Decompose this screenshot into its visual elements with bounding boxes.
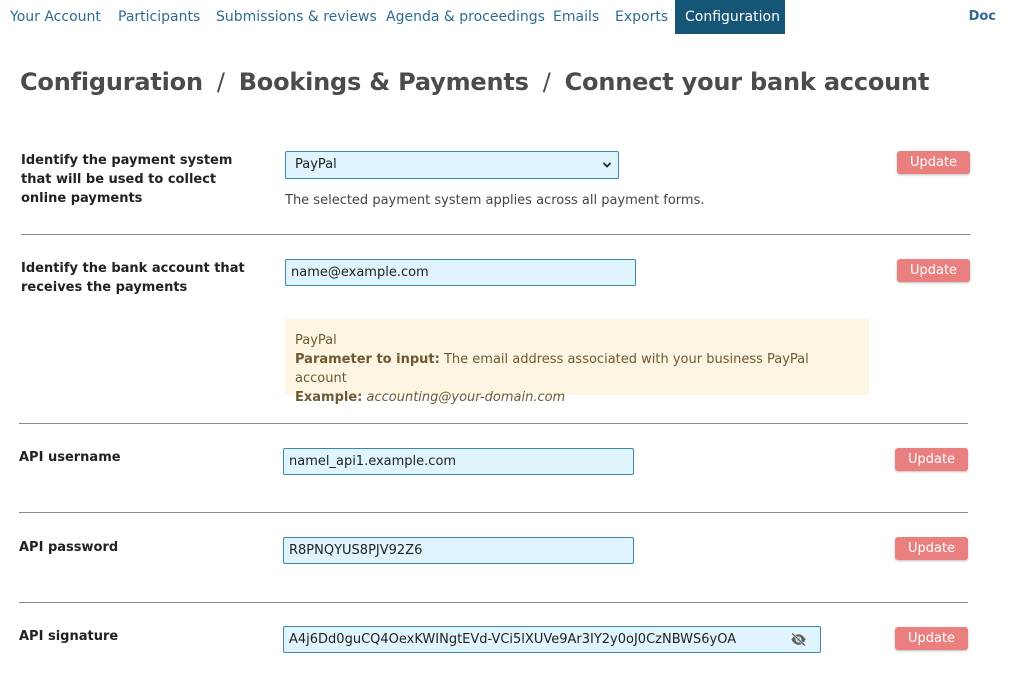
info-example-label: Example: xyxy=(295,390,363,405)
eye-slash-icon[interactable] xyxy=(790,632,807,647)
divider xyxy=(19,423,968,424)
payment-system-label: Identify the payment system that will be used to collect online payments xyxy=(21,153,233,206)
nav-item-configuration[interactable]: Configuration xyxy=(675,0,785,34)
info-parameter-label: Parameter to input: xyxy=(295,352,440,367)
info-parameter xyxy=(295,350,859,388)
api-signature-value: A4j6Dd0guCQ4OexKWINgtEVd-VCi5lXUVe9Ar3IY2y0oJ0CzNBWS6yOA xyxy=(289,632,737,647)
top-navigation xyxy=(0,0,1010,34)
nav-item-emails[interactable]: Emails xyxy=(553,9,600,25)
update-bank-account-button[interactable]: Update xyxy=(897,259,970,282)
divider xyxy=(19,602,968,603)
breadcrumb-separator: / xyxy=(216,68,225,96)
api-signature-label: API signature xyxy=(19,629,119,644)
nav-item-agenda-proceedings[interactable]: Agenda & proceedings xyxy=(386,9,545,25)
breadcrumb-current: Connect your bank account xyxy=(564,68,930,96)
doc-link[interactable]: Doc xyxy=(968,9,996,24)
api-password-label: API password xyxy=(19,540,119,555)
breadcrumb-configuration[interactable]: Configuration xyxy=(20,68,203,96)
bank-account-input[interactable]: name@example.com xyxy=(285,259,636,286)
api-password-input[interactable]: R8PNQYUS8PJV92Z6 xyxy=(283,537,634,564)
chevron-down-icon xyxy=(602,152,612,188)
divider xyxy=(19,512,968,513)
nav-item-participants[interactable]: Participants xyxy=(118,9,201,25)
breadcrumb-separator: / xyxy=(542,68,551,96)
update-api-signature-button[interactable]: Update xyxy=(895,627,968,650)
divider xyxy=(21,234,970,235)
info-parameter-text: The email address associated with your business PayPal account xyxy=(295,352,809,386)
payment-system-help: The selected payment system applies across all payment forms. xyxy=(285,193,705,208)
payment-system-selected: PayPal xyxy=(295,157,337,172)
bank-account-label: Identify the bank account that receives the payments xyxy=(21,261,245,295)
breadcrumb-bookings-payments[interactable]: Bookings & Payments xyxy=(238,68,529,96)
info-example xyxy=(295,388,859,407)
payment-system-select[interactable] xyxy=(285,151,619,179)
update-api-password-button[interactable]: Update xyxy=(895,537,968,560)
nav-item-exports[interactable]: Exports xyxy=(615,9,669,25)
nav-item-submissions-reviews[interactable]: Submissions & reviews xyxy=(216,9,377,25)
update-payment-system-button[interactable]: Update xyxy=(897,151,970,174)
info-example-text: accounting@your-domain.com xyxy=(366,390,566,405)
nav-item-your-account[interactable]: Your Account xyxy=(10,9,101,25)
bank-account-info-box xyxy=(285,319,869,405)
api-username-label: API username xyxy=(19,450,121,465)
info-title: PayPal xyxy=(295,333,337,348)
api-username-input[interactable]: namel_api1.example.com xyxy=(283,448,634,475)
api-signature-input[interactable] xyxy=(283,626,821,653)
update-api-username-button[interactable]: Update xyxy=(895,448,968,471)
page-title xyxy=(20,68,929,96)
